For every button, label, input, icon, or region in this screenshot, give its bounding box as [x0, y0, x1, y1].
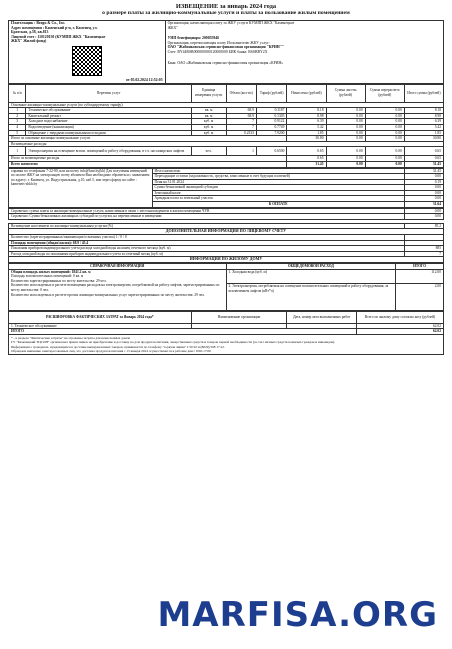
row-num: 2 — [9, 113, 26, 119]
common-expense-label: 1. Холодная вода (куб. м) — [226, 269, 396, 284]
summary-label: Арендная плата за земельный участок — [152, 196, 404, 202]
payer-block — [9, 21, 166, 84]
org-bank: Банк: ОАО «Жабинковская сервисно-финансовая организация «КРИН» — [167, 60, 284, 65]
grand-total-row — [9, 161, 444, 167]
reference-info-line: Количество используемых в расчете возмещения расходов на электроэнергию, потребляемой на работу лифтов, зарегистрированных по месту жительства: 0 чел. — [11, 283, 220, 292]
reimbursement-table — [8, 223, 444, 263]
row-unit: куб. м — [191, 119, 226, 125]
summary-value: 0.00 — [404, 174, 443, 180]
row-benefit: 0.00 — [326, 130, 365, 136]
org-bank-account: Счет: BY44BSB000000000120000000 БИК банка: BSSBBY2X — [167, 49, 268, 54]
row-tariff: 0.1187 — [256, 108, 286, 114]
subtotal-reimbursed-accrued: 0.65 — [287, 156, 326, 162]
subtotal-reimbursed-recalc: 0.00 — [365, 156, 404, 162]
expense-col-org: Наименование организации — [191, 311, 287, 323]
row-total: 6.39 — [404, 119, 443, 125]
col-total: Итого сумма (рублей) — [404, 84, 443, 102]
row-num: 4 — [9, 124, 26, 130]
row-accrued: 8.18 — [287, 108, 326, 114]
services-table — [8, 84, 444, 168]
expense-col-total: Всего по жилому дому согласно акту (рублей) — [356, 311, 443, 323]
row-tariff: 0.6500 — [256, 147, 286, 156]
row-accrued: 0.65 — [287, 147, 326, 156]
row-qty: 68.9 — [226, 108, 256, 114]
reference-info-line: Количество используемых в расчете прочих жилищно-коммунальных услуг зарегистрированных по месту жительства: 29 чел. — [11, 292, 205, 297]
payer-name: Плательщик : Bragu & Co., Inc. — [11, 21, 66, 25]
summary-label: Земельный налог — [152, 190, 404, 196]
expense-total-label: ИТОГО — [9, 329, 357, 335]
row-benefit: 0.00 — [326, 119, 365, 125]
row-qty: 68.9 — [226, 113, 256, 119]
summary-label: Итого начислено — [152, 168, 404, 174]
common-expense-title: ОБЩЕДОМОВОЙ РАСХОД — [226, 264, 396, 270]
col-num: № п/п — [9, 84, 26, 102]
org-unp: УНП бенефициара: 200055946 — [167, 36, 220, 41]
common-total-title: ИТОГО — [396, 264, 444, 270]
subtotal-basic-benefit: 0.00 — [326, 136, 365, 142]
additional-info-label: Расход холодной воды по показаниям приборов индивидуального учета за отчетный месяц (куб. м) — [9, 251, 405, 257]
common-expense-label: 2. Электроэнергия, потребляемая на освещение вспомогательных помещений и работу оборудования, за исключением лифтов (кВт*ч) — [226, 284, 396, 310]
reimbursement-label: Возмещение населением по жилищно-коммунальным услугам (%) — [9, 223, 405, 229]
col-qty: Объем (кол-во) — [226, 84, 256, 102]
payer-account-2: ЖКХ" Жилой фонд) — [11, 39, 47, 44]
expenses-table — [8, 311, 444, 335]
summary-value: 0.00 — [404, 196, 443, 202]
subtotal-basic-recalc: 0.00 — [365, 136, 404, 142]
additional-info-label: Количество (зарегистрированных/занимающих/освоенных участка) 1 / 0 / 0 — [9, 235, 405, 241]
row-service: Техническое обслуживание — [26, 108, 191, 114]
group-reimbursed: Возмещаемые расходы: — [9, 141, 444, 147]
col-accrued: Начислено (рублей) — [287, 84, 326, 102]
org-line-1: Организация, начисляющая плату за ЖКУ услуги КУМПП ЖКХ "Каменецкое — [167, 21, 295, 25]
row-total: 1.85 — [404, 130, 443, 136]
row-qty: 7 — [226, 119, 256, 125]
additional-info-title: ДОПОЛНИТЕЛЬНАЯ ИНФОРМАЦИЯ ПО ЛИЦЕВОМУ СЧЕТУ — [9, 229, 444, 235]
row-service: Холодное водоснабжение — [26, 119, 191, 125]
reimbursement-value: 85.2 — [404, 223, 443, 229]
subtotal-basic-accrued: 30.80 — [287, 136, 326, 142]
reference-table — [8, 208, 444, 220]
subtotal-reimbursed-label: Итого за возмещаемые расходы — [9, 156, 287, 162]
grand-total-benefit: 0.00 — [326, 161, 365, 167]
summary-table — [8, 168, 444, 208]
row-qty: 1 — [226, 147, 256, 156]
reference-info-title: СПРАВОЧНАЯ ИНФОРМАЦИЯ — [9, 264, 227, 270]
to-pay-label: К ОПЛАТЕ — [152, 202, 404, 208]
subtotal-reimbursed-total: 0.65 — [404, 156, 443, 162]
reference-value: 0.00 — [404, 208, 443, 214]
notice-subtitle: о размере платы за жилищно-коммунальные услуги и платы за пользование жилым помещением — [102, 10, 350, 16]
payer-address-2: Братская, д.58, кв.813 — [11, 30, 49, 35]
row-service: Водоотведение (канализация) — [26, 124, 191, 130]
row-tariff: 0.9122 — [256, 119, 286, 125]
reference-info-line: Общая площадь жилых помещений: 1841.2 кв. м — [11, 269, 91, 274]
row-benefit: 0.00 — [326, 113, 365, 119]
additional-info-value: 885 — [404, 246, 443, 252]
reference-label: Справочно: Сумма безналичных жилищных субсидий по услугам, на перечисленные в извещении — [9, 214, 405, 220]
subtotal-reimbursed-benefit: 0.00 — [326, 156, 365, 162]
row-total: 8.18 — [404, 108, 443, 114]
row-recalc: 0.00 — [365, 124, 404, 130]
row-unit: куб. м — [191, 124, 226, 130]
services-header-row — [9, 84, 444, 102]
contact-info: справки по телефонам 7-22-00, или на почту info@kmr.by(kh) Для получения извещений по оплате ЖКУ на электронную почту абонента Вам необходимо обратиться с заявлением по адресу: г. Каменец, ул. Индустриальная, д.10, каб.5, или через форму на сайте : kamenets-zhkh.by — [9, 168, 153, 207]
summary-value: 0.19 — [404, 179, 443, 185]
watermark-logo: MARFISA.ORG — [157, 595, 438, 635]
org-line-2: ЖКХ" — [167, 25, 178, 30]
notice-title: ИЗВЕЩЕНИЕ за январь 2024 года — [175, 3, 277, 10]
row-recalc: 0.00 — [365, 113, 404, 119]
expense-col-title: РАСШИФРОВКА ФАКТИЧЕСКИХ ЗАТРАТ за Январь 2024 года* — [9, 311, 192, 323]
additional-info-value: 7 — [404, 251, 443, 257]
row-num: 1 — [9, 108, 26, 114]
summary-label: Переходящие остатки (задолженность, средства, зачисленные в счет будущих платежей) — [152, 174, 404, 180]
grand-total-accrued: 31.45 — [287, 161, 326, 167]
row-accrued: 8.98 — [287, 113, 326, 119]
row-recalc: 0.00 — [365, 119, 404, 125]
additional-info-label: Показания приборов индивидуального учета расхода холодной воды на конец отчетного месяца (куб. м) — [9, 246, 405, 252]
row-recalc: 0.00 — [365, 147, 404, 156]
col-service: Перечень услуг — [26, 84, 191, 102]
payer-address-1: Адрес помещения : Каменский р-н, г. Каменец, ул. — [11, 25, 98, 30]
header-table — [8, 20, 444, 84]
row-service: Капитальный ремонт — [26, 113, 191, 119]
row-accrued: 5.42 — [287, 124, 326, 130]
row-tariff: 7.9200 — [256, 130, 286, 136]
grand-total-total: 31.45 — [404, 161, 443, 167]
row-num: 1 — [9, 147, 26, 156]
expense-label: 1. Техническое обслуживание — [9, 323, 192, 329]
grand-total-label: Всего начислено — [9, 161, 287, 167]
additional-info-label: Площадь помещения (общая/жилая): 68.9 / 45.4 — [9, 240, 405, 246]
expense-total-value: 62.02 — [356, 329, 443, 335]
summary-value: 0.00 — [404, 190, 443, 196]
note-line: * - в разделе "Фактические затраты" не отражены затраты для нечисленных домов — [11, 335, 130, 340]
row-accrued: 1.85 — [287, 130, 326, 136]
note-line: Информация о гражданах, нуждающихся в доставке вышеуказанных товаров, принимается по телефону "горячая линия" 2 50 02 и (8029) 508 17 22. — [11, 344, 225, 349]
expense-total-row — [9, 329, 444, 335]
notes-block — [8, 335, 444, 356]
row-benefit: 0.00 — [326, 147, 365, 156]
org-block — [165, 21, 443, 84]
row-total: 5.42 — [404, 124, 443, 130]
reference-value: 0.00 — [404, 214, 443, 220]
summary-value: 0.00 — [404, 185, 443, 191]
common-expense-value: 112.00 — [396, 269, 444, 284]
subtotal-basic-label: Итого за основные жилищно-коммунальные услуги — [9, 136, 287, 142]
row-unit: кв. м — [191, 108, 226, 114]
note-line: Обращаем внимание заинтересованных лиц, что доставка продуктов питания с 13 января 2024 осуществляется в рабочие дни с 8:00-17:00 — [11, 349, 211, 353]
grand-total-recalc: 0.00 — [365, 161, 404, 167]
reference-label: Справочно: сумма платы за жилищно-коммунальные услуги, начисленная в связи с местонахождением в жилом помещении ЧУВ — [9, 208, 405, 214]
row-benefit: 0.00 — [326, 124, 365, 130]
row-total: 8.98 — [404, 113, 443, 119]
row-total: 0.65 — [404, 147, 443, 156]
table-row — [9, 147, 444, 156]
house-info-table — [8, 263, 444, 311]
org-line-5: ОАО "Жабинковская сервисно-финансовая организация "КРИН"" — [167, 45, 284, 50]
row-recalc: 0.00 — [365, 108, 404, 114]
row-tariff: 0.1305 — [256, 113, 286, 119]
common-expense-value: 2.00 — [396, 284, 444, 310]
to-pay-value: 31.64 — [404, 202, 443, 208]
col-unit: Единица измерения услуги — [191, 84, 226, 102]
row-accrued: 6.39 — [287, 119, 326, 125]
col-benefit: Сумма льготы (рублей) — [326, 84, 365, 102]
expense-value: 62.02 — [356, 323, 443, 329]
row-num: 3 — [9, 119, 26, 125]
notice-page — [8, 3, 444, 643]
row-unit: куб. м — [191, 130, 226, 136]
row-qty: 0.2333 — [226, 130, 256, 136]
row-unit: чел. — [191, 147, 226, 156]
org-line-4: Организация, перечисляющая плату Исполнителю ЖКУ услуг: — [167, 40, 270, 45]
col-recalc: Сумма перерасчета (рублей) — [365, 84, 404, 102]
row-service: Электроэнергия на освещение вспом. помещений и работу оборудования, в т.ч. пассажирских лифтов — [26, 147, 191, 156]
row-qty: 7 — [226, 124, 256, 130]
reference-info-block — [9, 269, 227, 310]
summary-label: Сумма безналичной жилищной субсидии — [152, 185, 404, 191]
row-unit: кв. м — [191, 113, 226, 119]
expense-col-act: Дата, номер акта выполненных работ — [287, 311, 357, 323]
notice-date: от 05.02.2024 12:52:05 — [125, 77, 163, 82]
row-recalc: 0.00 — [365, 130, 404, 136]
row-num: 5 — [9, 130, 26, 136]
row-tariff: 0.7749 — [256, 124, 286, 130]
row-service: Обращение с твердыми коммунальными отходами — [26, 130, 191, 136]
summary-label: Пеня на 31.01.2024 — [152, 179, 404, 185]
col-tariff: Тариф (рублей) — [256, 84, 286, 102]
qr-code — [72, 46, 102, 76]
reference-info-line: Количество зарегистрированных по месту жительства: 29 чел. — [11, 278, 107, 283]
summary-value: 31.45 — [404, 168, 443, 174]
row-benefit: 0.00 — [326, 108, 365, 114]
payer-account-1: Лицевой счет : 110120150 (КУМПП ЖКХ "Каменецкое — [11, 34, 106, 39]
note-line: ГУ "Каменецкий ТЦСОН" организовал прием заявок на приобретение и доставку на дом продуктов питания, лекарственных средств и товаров первой необходимости (за счет личных средств пожилых граждан и инвалидов). — [11, 340, 336, 345]
house-info-title: ИНФОРМАЦИЯ ПО ЖИЛОМУ ДОМУ — [9, 257, 444, 263]
subtotal-basic-total: 30.80 — [404, 136, 443, 142]
reference-info-line: Площадь вспомогательных помещений: 0 кв. м — [11, 274, 84, 279]
group-basic-services: Основные жилищно-коммунальные услуги (по субсидируемому тарифу): — [9, 102, 444, 108]
